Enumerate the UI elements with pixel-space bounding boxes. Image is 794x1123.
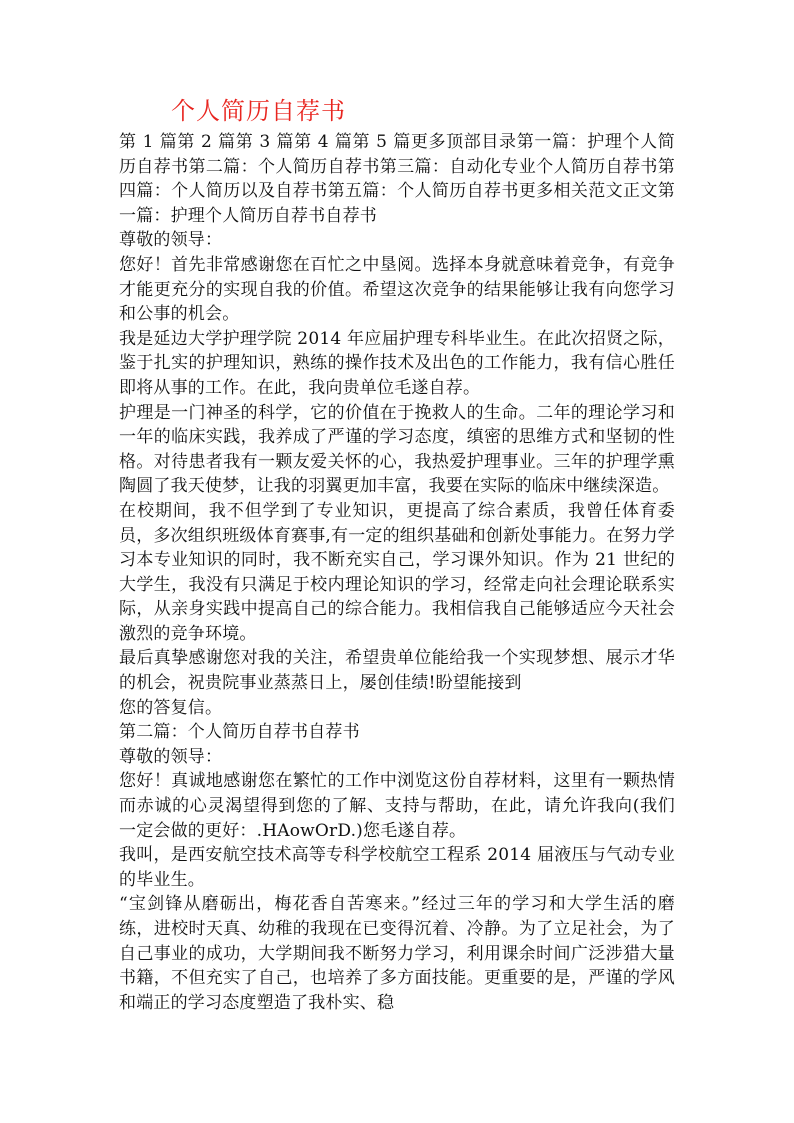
document-page [119, 95, 675, 1015]
salutation-1: 尊敬的领导： [119, 230, 223, 251]
closing-line: 您的答复信。 [119, 697, 223, 718]
body-paragraph: 护理是一门神圣的科学，它的价值在于挽救人的生命。二年的理论学习和一年的临床实践，我养成了严谨的学习态度，缜密的思维方式和坚韧的性格。对待患者我有一颗友爱关怀的心，我热爱护理事业。三年的护理学熏陶圆了我天使梦，让我的羽翼更加丰富，我要在实际的临床中继续深造。 [119, 402, 675, 497]
document-title: 个人简历自荐书 [171, 97, 346, 125]
body-paragraph: 您好！真诚地感谢您在繁忙的工作中浏览这份自荐材料，这里有一颗热情而赤诚的心灵渴望得到您的了解、支持与帮助，在此，请允许我向(我们一定会做的更好：.HAowOrD.)您毛遂自荐。 [119, 771, 675, 841]
body-paragraph: 您好！首先非常感谢您在百忙之中垦阅。选择本身就意味着竞争，有竞争才能更充分的实现自我的价值。希望这次竞争的结果能够让我有向您学习和公事的机会。 [119, 254, 675, 325]
table-of-contents-paragraph: 第 1 篇第 2 篇第 3 篇第 4 篇第 5 篇更多顶部目录第一篇：护理个人简历自荐书第二篇：个人简历自荐书第三篇：自动化专业个人简历自荐书第四篇：个人简历以及自荐书第五篇：个人简历自荐书更多相关范文正文第一篇：护理个人简历自荐书自荐书 [119, 132, 675, 226]
body-paragraph: 最后真挚感谢您对我的关注，希望贵单位能给我一个实现梦想、展示才华的机会，祝贵院事业蒸蒸日上，屡创佳绩!盼望能接到 [119, 648, 675, 694]
body-paragraph: 我叫，是西安航空技术高等专科学校航空工程系 2014 届液压与气动专业的毕业生。 [119, 845, 675, 890]
body-paragraph: “宝剑锋从磨砺出，梅花香自苦寒来。”经过三年的学习和大学生活的磨练，进校时天真、幼稚的我现在已变得沉着、冷静。为了立足社会，为了自己事业的成功，大学期间我不断努力学习，利用课余时间广泛涉猎大量书籍，不但充实了自己，也培养了多方面技能。更重要的是，严谨的学风和端正的学习态度塑造了我朴实、稳 [119, 894, 675, 1013]
salutation-2: 尊敬的领导： [119, 746, 223, 767]
body-paragraph: 在校期间，我不但学到了专业知识，更提高了综合素质，我曾任体育委员，多次组织班级体育赛事,有一定的组织基础和创新处事能力。在努力学习本专业知识的同时，我不断充实自己，学习课外知识。作为 21 世纪的大学生，我没有只满足于校内理论知识的学习，经常走向社会理论联系实际，从亲身实践中提高自己的综合能力。我相信我自己能够适应今天社会激烈的竞争环境。 [119, 500, 676, 644]
section-heading-2: 第二篇：个人简历自荐书自荐书 [119, 722, 360, 743]
body-paragraph: 我是延边大学护理学院 2014 年应届护理专科毕业生。在此次招贤之际，鉴于扎实的护理知识，熟练的操作技术及出色的工作能力，我有信心胜任即将从事的工作。在此，我向贵单位毛遂自荐。 [119, 328, 675, 398]
